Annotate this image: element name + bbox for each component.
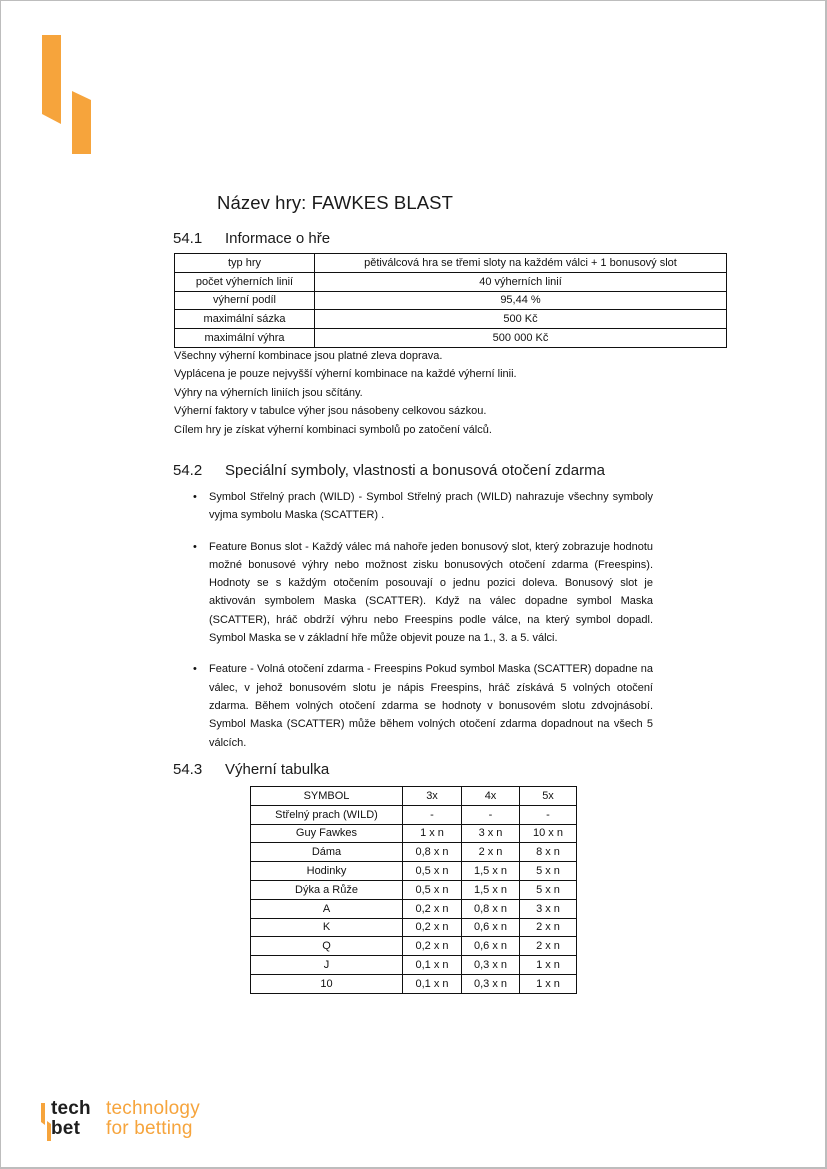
symbol-name: Q — [251, 937, 403, 956]
payout-4x: 1,5 x n — [462, 880, 520, 899]
table-row — [251, 918, 577, 937]
symbol-name: Dýka a Růže — [251, 880, 403, 899]
info-value: 500 Kč — [315, 310, 727, 329]
symbol-name: K — [251, 918, 403, 937]
game-info-table — [174, 253, 727, 348]
payout-5x: 5 x n — [520, 862, 577, 881]
section-title: Výherní tabulka — [225, 761, 330, 778]
payout-5x: 3 x n — [520, 899, 577, 918]
info-label: maximální výhra — [175, 329, 315, 348]
info-value: pětiválcová hra se třemi sloty na každém válci + 1 bonusový slot — [315, 254, 727, 273]
brand-logo-mark-icon — [41, 34, 93, 156]
column-header: 4x — [462, 787, 520, 806]
game-title: Název hry: FAWKES BLAST — [217, 192, 454, 213]
payout-5x: 5 x n — [520, 880, 577, 899]
table-row — [175, 310, 727, 329]
feature-text: Feature - Volná otočení zdarma - Freespins Pokud symbol Maska (SCATTER) dopadne na válec, v jehož bonusovém slotu je nápis Freespins, hráč získává 5 volných otočení zdarma. Během volných otočení zdarma se hodnoty v bonusovém slotu zdvojnásobí. Symbol Maska (SCATTER) může během volných otočení zdarma dopadnout na všech 5 válcích. — [209, 663, 653, 749]
payout-3x: 0,5 x n — [403, 880, 462, 899]
payout-3x: - — [403, 805, 462, 824]
paytable — [250, 786, 577, 994]
feature-text: Symbol Střelný prach (WILD) - Symbol Střelný prach (WILD) nahrazuje všechny symboly vyjma symbolu Maska (SCATTER) . — [209, 491, 653, 522]
info-label: typ hry — [175, 254, 315, 273]
symbol-name: Hodinky — [251, 862, 403, 881]
payout-3x: 0,8 x n — [403, 843, 462, 862]
table-row — [251, 880, 577, 899]
payout-3x: 0,2 x n — [403, 918, 462, 937]
table-row — [251, 937, 577, 956]
symbol-name: 10 — [251, 974, 403, 993]
payout-5x: 8 x n — [520, 843, 577, 862]
column-header: SYMBOL — [251, 787, 403, 806]
payout-5x: 1 x n — [520, 956, 577, 975]
rule-line: Cílem hry je získat výherní kombinaci symbolů po zatočení válců. — [174, 423, 492, 436]
payout-4x: 0,6 x n — [462, 918, 520, 937]
payout-3x: 1 x n — [403, 824, 462, 843]
info-value: 95,44 % — [315, 291, 727, 310]
rule-line: Výherní faktory v tabulce výher jsou násobeny celkovou sázkou. — [174, 405, 487, 418]
symbol-name: J — [251, 956, 403, 975]
table-row — [175, 329, 727, 348]
list-item — [191, 660, 653, 751]
payout-4x: 0,3 x n — [462, 974, 520, 993]
table-row — [251, 956, 577, 975]
payout-3x: 0,2 x n — [403, 937, 462, 956]
section-heading-info — [173, 230, 330, 247]
table-row — [251, 843, 577, 862]
payout-3x: 0,1 x n — [403, 956, 462, 975]
symbol-name: A — [251, 899, 403, 918]
feature-text: Feature Bonus slot - Každý válec má nahoře jeden bonusový slot, který zobrazuje hodnotu možné bonusové výhry nebo možnost zisku bonusových otočení zdarma (Freespins). Hodnoty se s každým otočením posouvají o jednu pozici doleva. Bonusový slot je aktivován symbolem Maska (SCATTER). Když na válec dopadne symbol Maska (SCATTER), hráč obdrží výhru nebo Freespins podle válce, na který symbol dopadl. Symbol Maska se v základní hře může objevit pouze na 1., 3. a 5. válci. — [209, 540, 653, 645]
payout-3x: 0,5 x n — [403, 862, 462, 881]
payout-4x: 0,6 x n — [462, 937, 520, 956]
payout-3x: 0,2 x n — [403, 899, 462, 918]
table-header-row — [251, 787, 577, 806]
brand-name: tech bet — [51, 1098, 91, 1139]
game-rules — [174, 347, 517, 439]
symbol-name: Střelný prach (WILD) — [251, 805, 403, 824]
section-title: Speciální symboly, vlastnosti a bonusová otočení zdarma — [225, 462, 605, 479]
rule-line: Všechny výherní kombinace jsou platné zleva doprava. — [174, 350, 443, 362]
section-heading-paytable — [173, 761, 329, 778]
column-header: 3x — [403, 787, 462, 806]
payout-4x: 1,5 x n — [462, 862, 520, 881]
column-header: 5x — [520, 787, 577, 806]
brand-tagline: technology for betting — [106, 1098, 200, 1139]
section-number: 54.3 — [173, 761, 203, 778]
payout-4x: 0,3 x n — [462, 956, 520, 975]
info-label: maximální sázka — [175, 310, 315, 329]
info-value: 500 000 Kč — [315, 329, 727, 348]
table-row — [251, 974, 577, 993]
features-list — [191, 488, 653, 752]
table-row — [251, 824, 577, 843]
section-number: 54.2 — [173, 462, 203, 479]
bullet-icon: • — [193, 663, 197, 676]
list-item — [191, 538, 653, 648]
payout-5x: 1 x n — [520, 974, 577, 993]
section-heading-special-symbols — [173, 462, 605, 479]
techbet-footer-logo — [41, 1098, 241, 1145]
rule-line: Výhry na výherních liniích jsou sčítány. — [174, 386, 363, 399]
table-row — [175, 272, 727, 291]
brand-bars-icon — [41, 1103, 51, 1141]
section-number: 54.1 — [173, 230, 203, 247]
table-row — [251, 805, 577, 824]
payout-5x: - — [520, 805, 577, 824]
payout-3x: 0,1 x n — [403, 974, 462, 993]
bullet-icon: • — [193, 540, 197, 553]
payout-5x: 2 x n — [520, 937, 577, 956]
payout-4x: 3 x n — [462, 824, 520, 843]
list-item — [191, 488, 653, 525]
payout-4x: 0,8 x n — [462, 899, 520, 918]
table-row — [251, 899, 577, 918]
table-row — [175, 254, 727, 273]
payout-4x: - — [462, 805, 520, 824]
info-value: 40 výherních linií — [315, 272, 727, 291]
symbol-name: Guy Fawkes — [251, 824, 403, 843]
payout-4x: 2 x n — [462, 843, 520, 862]
section-title: Informace o hře — [225, 230, 331, 247]
table-row — [175, 291, 727, 310]
bullet-icon: • — [193, 491, 197, 503]
table-row — [251, 862, 577, 881]
payout-5x: 10 x n — [520, 824, 577, 843]
info-label: výherní podíl — [175, 291, 315, 310]
payout-5x: 2 x n — [520, 918, 577, 937]
rule-line: Vyplácena je pouze nejvyšší výherní kombinace na každé výherní linii. — [174, 368, 517, 381]
info-label: počet výherních linií — [175, 272, 315, 291]
symbol-name: Dáma — [251, 843, 403, 862]
